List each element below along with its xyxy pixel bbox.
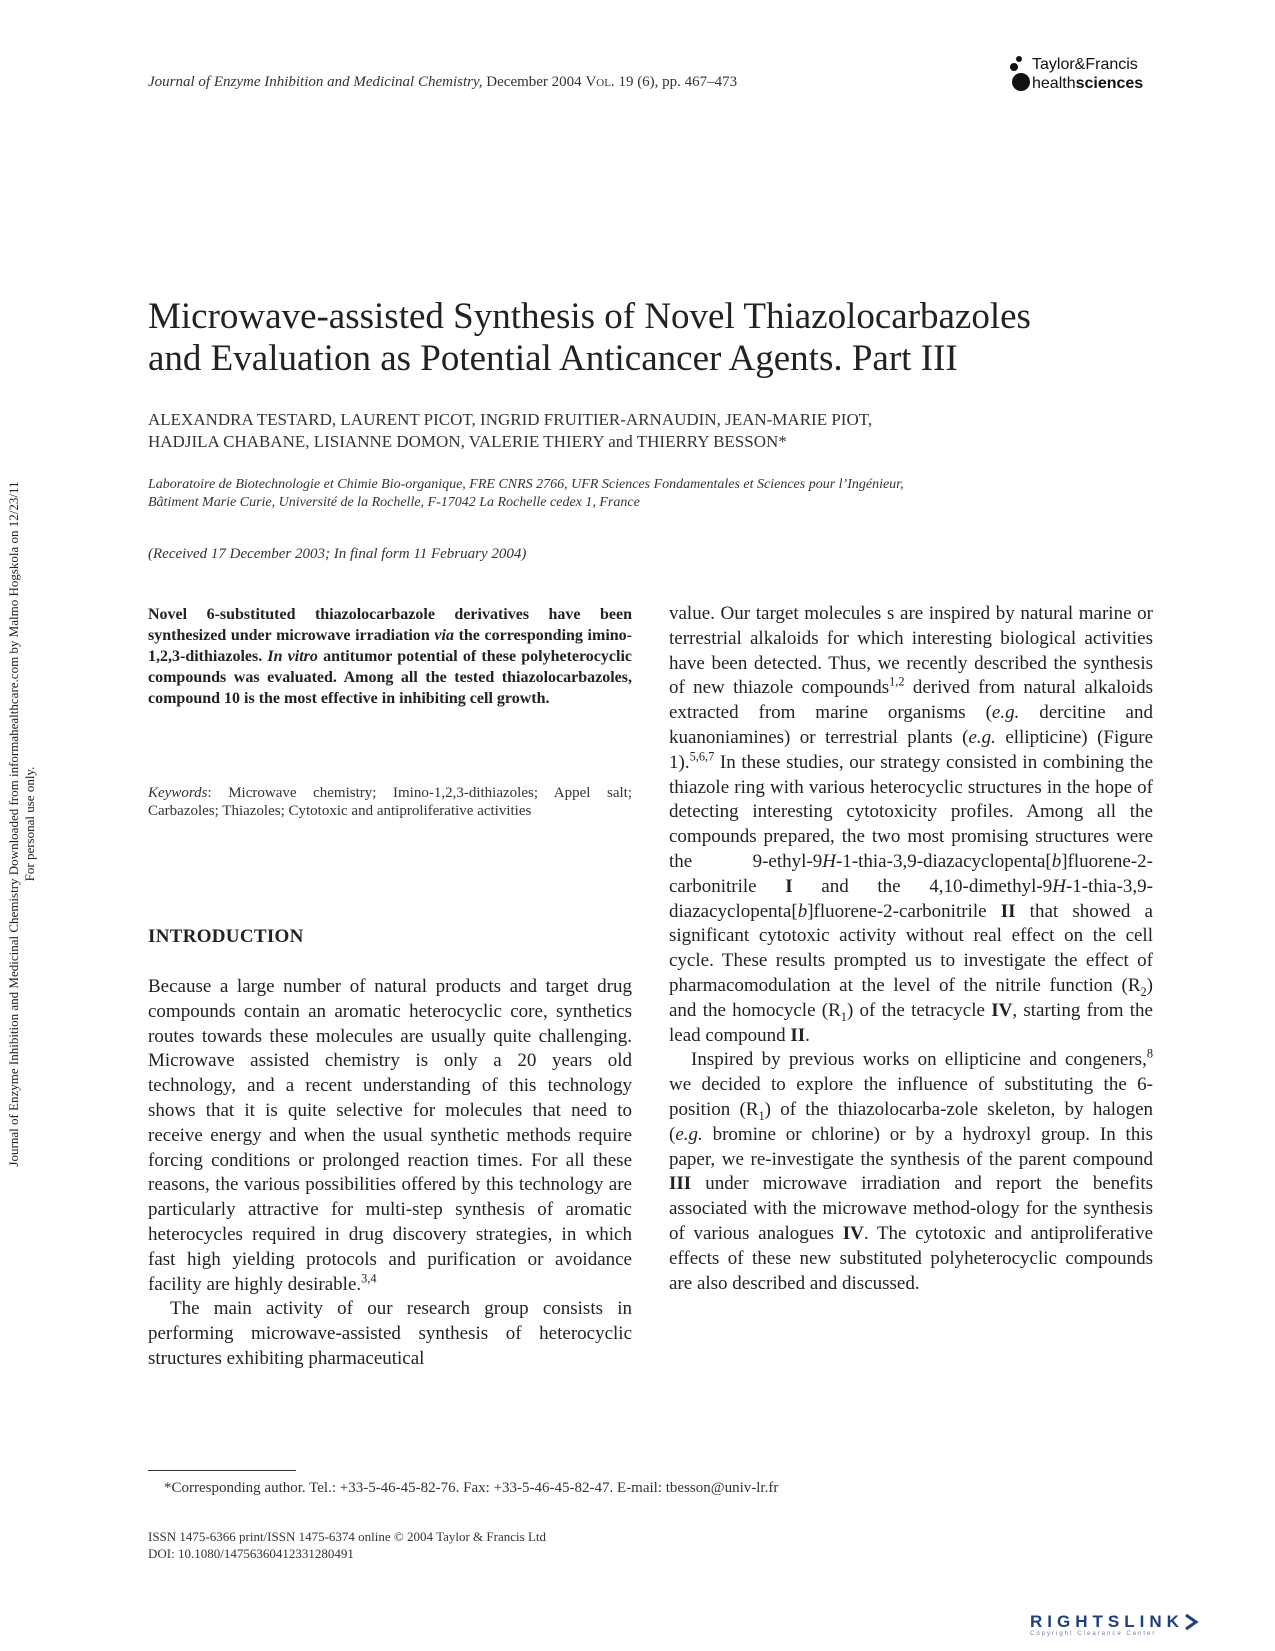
paper-title: [148, 296, 1168, 380]
affiliation-line-2: Bâtiment Marie Curie, Université de la Rochelle, F-17042 La Rochelle cedex 1, France: [148, 495, 640, 510]
section-heading-introduction: INTRODUCTION: [148, 926, 304, 947]
received-dates: (Received 17 December 2003; In final form 11 February 2004): [148, 546, 527, 562]
download-watermark: [6, 384, 38, 1264]
publisher-logo: [1010, 56, 1160, 96]
abstract: Novel 6-substituted thiazolocarbazole derivatives have been synthesized under microwave irradiation via the corresponding imino-1,2,3-dithiazoles. In vitro antitumor potential of these polyheterocyclic compounds was evaluated. Among all the tested thiazolocarbazoles, compound 10 is the most effective in inhibiting cell growth.: [148, 606, 633, 707]
rightslink-subtitle: Copyright Clearance Center: [1030, 1631, 1157, 1637]
journal-citation: [148, 74, 737, 91]
doi-line: DOI: 10.1080/14756360412331280491: [148, 1546, 354, 1561]
logo-dot-icon: [1010, 63, 1018, 71]
corresponding-author-footnote: *Corresponding author. Tel.: +33-5-46-45-82-76. Fax: +33-5-46-45-82-47. E-mail: tbesson@univ-lr.fr: [164, 1480, 779, 1496]
issn-line: ISSN 1475-6366 print/ISSN 1475-6374 online © 2004 Taylor & Francis Ltd: [148, 1529, 546, 1544]
introduction-body: [148, 975, 632, 1372]
author-list: [148, 409, 1148, 453]
logo-dot-icon: [1016, 56, 1022, 62]
issn-doi: [148, 1528, 546, 1562]
rightslink-logo[interactable]: [1030, 1612, 1260, 1642]
authors-line-2: HADJILA CHABANE, LISIANNE DOMON, VALERIE THIERY and THIERRY BESSON*: [148, 432, 787, 451]
right-column-body: [669, 602, 1153, 1296]
logo-line-1: Taylor&Francis: [1032, 56, 1138, 73]
authors-line-1: ALEXANDRA TESTARD, LAURENT PICOT, INGRID FRUITIER-ARNAUDIN, JEAN-MARIE PIOT,: [148, 410, 873, 429]
watermark-line-1: Journal of Enzyme Inhibition and Medicinal Chemistry Downloaded from informahealthcare.com by Malmo Hogskola on 12/23/11: [6, 481, 21, 1167]
title-line-1: Microwave-assisted Synthesis of Novel Thiazolocarbazoles: [148, 296, 1031, 337]
affiliation-line-1: Laboratoire de Biotechnologie et Chimie Bio-organique, FRE CNRS 2766, UFR Sciences Fondamentales et Sciences pour l’Ingénieur,: [148, 477, 904, 492]
logo-line-2: healthsciences: [1032, 75, 1144, 92]
paragraph: value. Our target molecules s are inspired by natural marine or terrestrial alkaloids for which interesting biological activities have been detected. Thus, we recently described the synthesis of new thiazole compounds$^{1,2}$ derived from natural alkaloids extracted from marine organisms (e.g. dercitine and kuanoniamines) or terrestrial plants (e.g. ellipticine) (Figure 1).$^{5,6,7}$ In these studies, our strategy consisted in combining the thiazole ring with various heterocyclic structures in the hope of detecting interesting cytotoxicity profiles. Among all the compounds prepared, the two most promising structures were the 9-ethyl-9H-1-thia-3,9-diazacyclopenta[b]fluorene-2-carbonitrile I and the 4,10-dimethyl-9H-1-thia-3,9-diazacyclopenta[b]fluorene-2-carbonitrile II that showed a significant cytotoxic activity without real effect on the cell cycle. These results prompted us to investigate the effect of pharmacomodulation at the level of the nitrile function $(R_2)$ and the homocycle $(R_1)$ of the tetracycle IV, starting from the lead compound II.: [669, 603, 1154, 1046]
paragraph: The main activity of our research group consists in performing microwave-assisted synthesis of heterocyclic structures exhibiting pharmaceutical: [148, 1298, 632, 1369]
logo-dot-icon: [1012, 73, 1030, 91]
rightslink-chevron-icon: [1184, 1613, 1200, 1631]
watermark-line-2: For personal use only.: [22, 766, 37, 882]
journal-name: Journal of Enzyme Inhibition and Medicinal Chemistry,: [148, 74, 483, 90]
affiliation: [148, 476, 1148, 512]
issue-date: December 2004: [482, 74, 586, 90]
title-line-2: and Evaluation as Potential Anticancer Agents. Part III: [148, 338, 958, 379]
volume-label: Vol.: [585, 74, 615, 90]
keywords: [148, 784, 632, 820]
volume-pages: 19 (6), pp. 467–473: [614, 74, 738, 90]
paragraph: Inspired by previous works on ellipticine and congeners,$^8$ we decided to explore the influence of substituting the 6-position $(R_1)$ of the thiazolocarba-zole skeleton, by halogen (e.g. bromine or chlorine) or by a hydroxyl group. In this paper, we re-investigate the synthesis of the parent compound III under microwave irradiation and report the benefits associated with the microwave method-ology for the synthesis of various analogues IV. The cytotoxic and antiproliferative effects of these new substituted polyheterocyclic compounds are also described and discussed.: [669, 1047, 1154, 1294]
rightslink-text: RIGHTSLINK: [1030, 1612, 1184, 1631]
keywords-label: Keywords: [148, 785, 208, 801]
footnote-divider: [148, 1470, 296, 1471]
keywords-list: : Microwave chemistry; Imino-1,2,3-dithiazoles; Appel salt; Carbazoles; Thiazoles; Cytotoxic and antiproliferative activities: [148, 785, 632, 819]
paragraph: Because a large number of natural products and target drug compounds contain an aromatic heterocyclic core, synthetics routes towards these molecules are usually quite challenging. Microwave assisted chemistry is only a 20 years old technology, and a recent understanding of this technology shows that it is quite selective for molecules that need to receive energy and when the usual synthetic methods require forcing conditions or prolonged reaction times. For all these reasons, the various possibilities offered by this technology are particularly attractive for multi-step synthesis of aromatic heterocycles required in drug discovery strategies, in which fast high yielding protocols and purification or avoidance facility are highly desirable.$^{3,4}$: [148, 976, 632, 1295]
